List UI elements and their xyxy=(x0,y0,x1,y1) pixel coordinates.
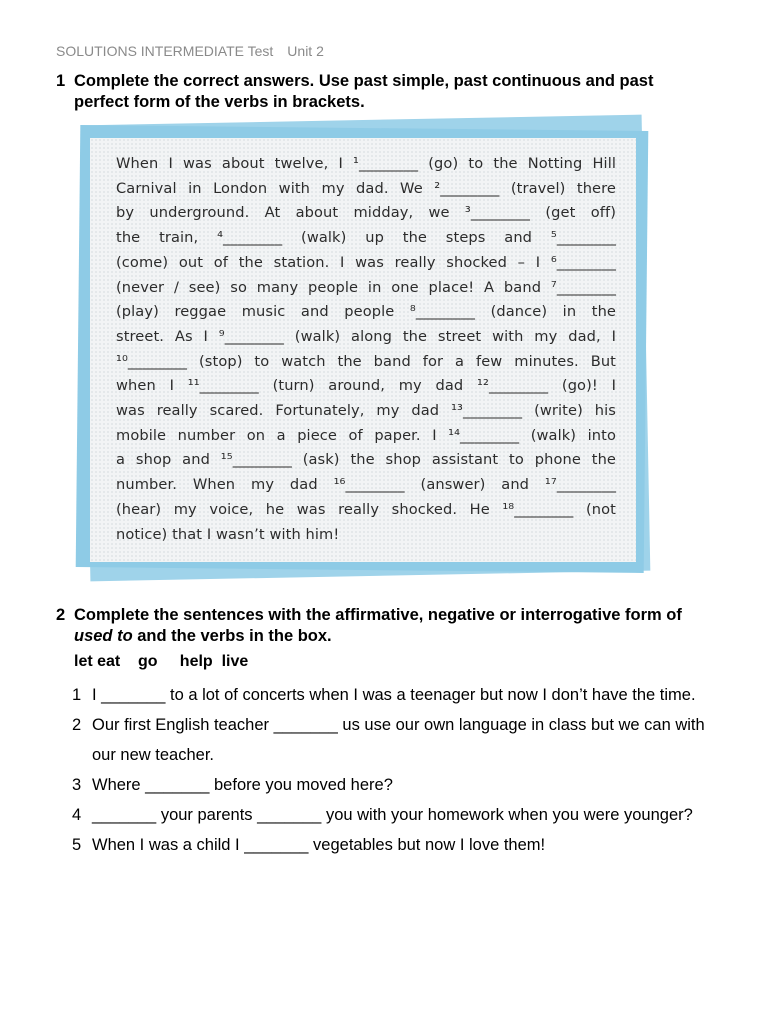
story-line: the train, ⁴________ (walk) up the steps and ⁵________ xyxy=(116,229,616,247)
instruction-part-end: and the verbs in the box. xyxy=(132,627,332,645)
sentence-number: 5 xyxy=(72,836,82,854)
sentence-number: 1 xyxy=(72,686,82,704)
story-text xyxy=(116,152,616,547)
story-line: number. When my dad ¹⁶________ (answer) and ¹⁷________ xyxy=(116,476,616,494)
question-1-text: Complete the correct answers. Use past simple, past continuous and past perfect form of the verbs in brackets. xyxy=(74,72,654,111)
test-title: SOLUTIONS INTERMEDIATE Test xyxy=(56,43,274,59)
story-line: notice) that I wasn’t with him! xyxy=(116,525,340,543)
story-line: ¹⁰________ (stop) to watch the band for a few minutes. But xyxy=(116,352,616,370)
sentence-number: 4 xyxy=(72,806,82,824)
sentence-item xyxy=(72,710,712,770)
story-line: Carnival in London with my dad. We ²________ (travel) there xyxy=(116,179,616,197)
question-2-text xyxy=(74,605,696,647)
sentence-item xyxy=(72,830,712,860)
sentence-number: 2 xyxy=(72,716,82,734)
story-line: by underground. At about midday, we ³________ (get off) xyxy=(116,204,616,222)
story-line: street. As I ⁹________ (walk) along the street with my dad, I xyxy=(116,327,616,345)
story-line: (come) out of the station. I was really shocked – I ⁶________ xyxy=(116,253,616,271)
sentence-text: I _______ to a lot of concerts when I was a teenager but now I don’t have the time. xyxy=(92,686,696,704)
question-1-number: 1 xyxy=(56,72,66,90)
story-line: a shop and ¹⁵________ (ask) the shop assistant to phone the xyxy=(116,451,616,469)
sentence-text: _______ your parents _______ you with your homework when you were younger? xyxy=(92,806,693,824)
story-line: was really scared. Fortunately, my dad ¹³________ (write) his xyxy=(116,402,616,420)
story-line: (hear) my voice, he was really shocked. He ¹⁸________ (not xyxy=(116,500,616,518)
story-line: When I was about twelve, I ¹________ (go) to the Notting Hill xyxy=(116,155,616,172)
unit-label: Unit 2 xyxy=(287,43,324,59)
sentence-item xyxy=(72,770,712,800)
sentence-list xyxy=(72,680,712,860)
sentence-item xyxy=(72,800,712,830)
question-1-instruction xyxy=(56,71,696,113)
question-2-number: 2 xyxy=(56,606,66,624)
story-line: (play) reggae music and people ⁸________ (dance) in the xyxy=(116,303,616,321)
story-line: when I ¹¹________ (turn) around, my dad ¹²________ (go)! I xyxy=(116,377,616,395)
sentence-text: Where _______ before you moved here? xyxy=(92,776,393,794)
sentence-text: Our first English teacher _______ us use our own language in class but we can with our new teacher. xyxy=(92,716,705,764)
word-box: let eat go help live xyxy=(74,653,249,670)
sentence-item xyxy=(72,680,712,710)
story-line: (never / see) so many people in one place! A band ⁷________ xyxy=(116,278,616,296)
instruction-part: Complete the sentences with the affirmative, negative or interrogative form of xyxy=(74,606,682,624)
instruction-italic-part: used to xyxy=(74,627,133,645)
question-2-instruction xyxy=(56,605,696,647)
story-line: mobile number on a piece of paper. I ¹⁴________ (walk) into xyxy=(116,426,616,444)
sentence-text: When I was a child I _______ vegetables but now I love them! xyxy=(92,836,546,854)
page-header xyxy=(56,43,324,59)
sentence-number: 3 xyxy=(72,776,82,794)
